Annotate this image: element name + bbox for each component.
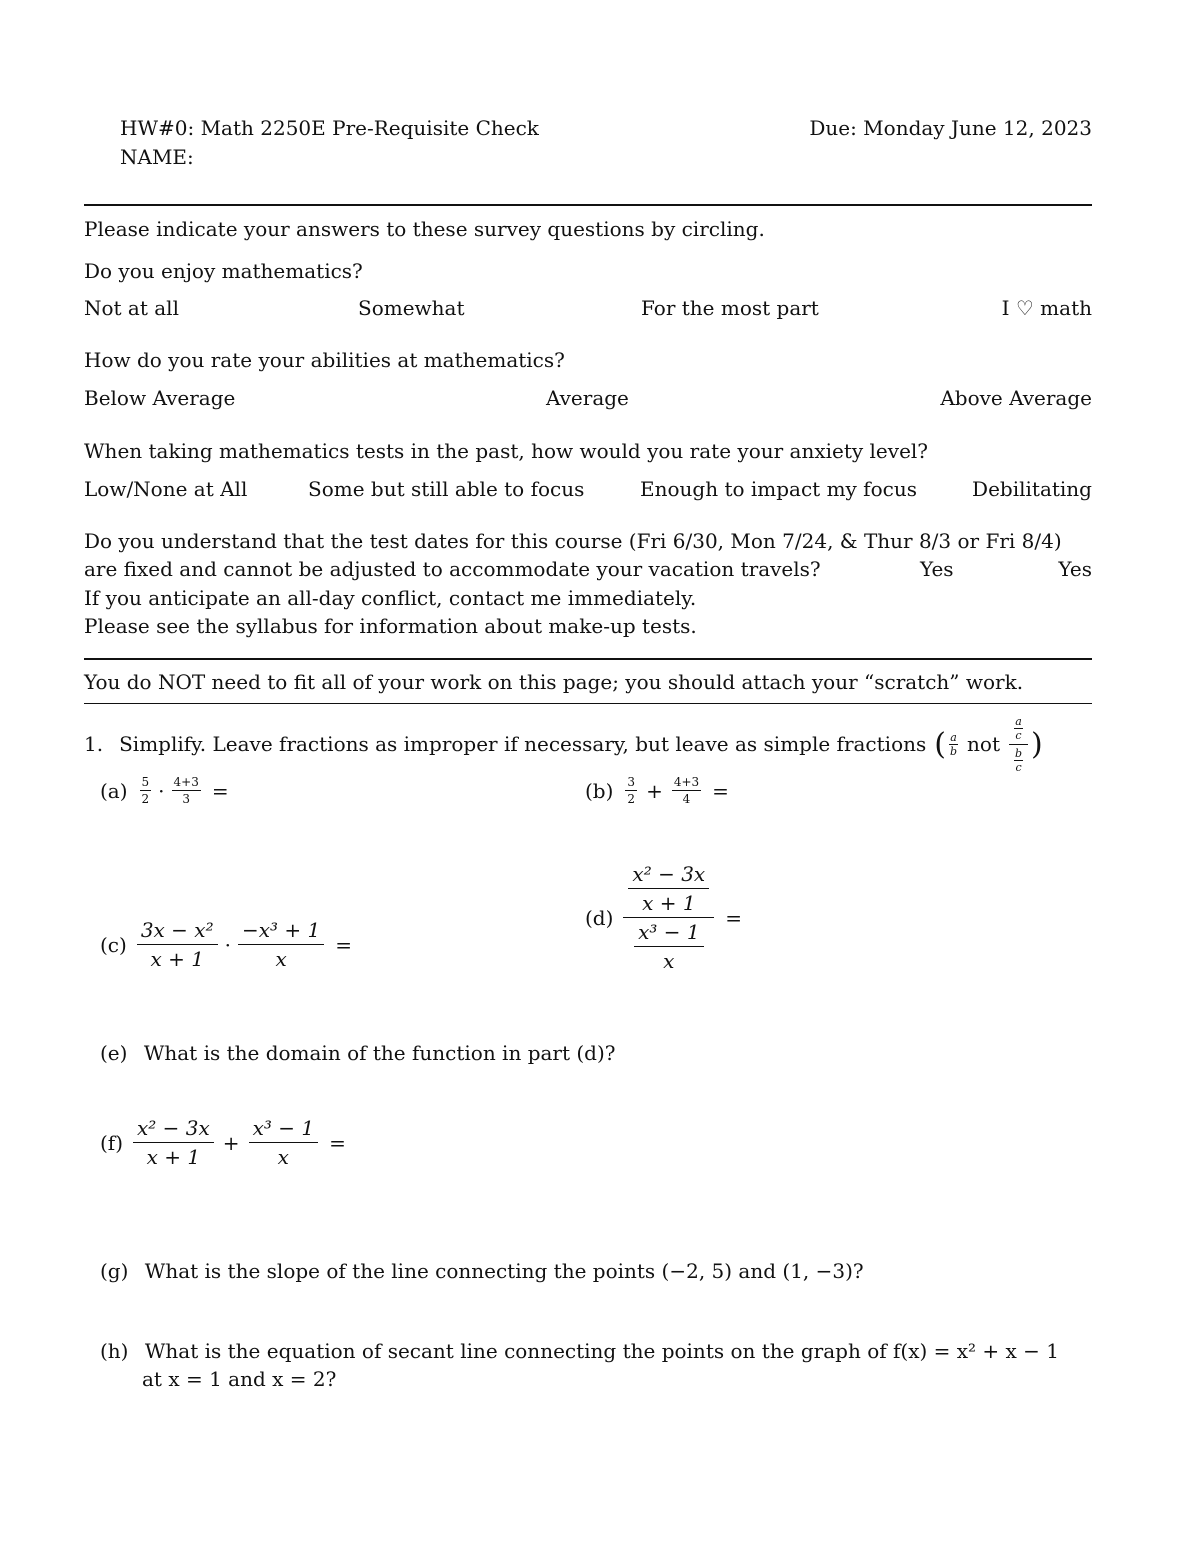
worksheet-title: HW#0: Math 2250E Pre-Requisite Check (120, 116, 539, 140)
part-f-fraction-1: $\frac{\text{x² − 3x}}{x + 1}$ (133, 1116, 214, 1169)
survey-q4-line2: are fixed and cannot be adjusted to accommodate your vacation travels? (84, 557, 821, 581)
part-d-compound-fraction (623, 860, 714, 975)
middle-divider (84, 658, 1092, 660)
part-a-fraction-1: $\frac{5}{2}$ (141, 775, 150, 806)
part-a-fraction-2: $\frac{4+3}{3}$ (173, 775, 199, 806)
survey-q1: Do you enjoy mathematics? (84, 259, 363, 283)
survey-q4-line3: If you anticipate an all-day conflict, contact me immediately. (84, 586, 697, 610)
survey-q2: How do you rate your abilities at mathematics? (84, 348, 565, 372)
part-f-equals: = (329, 1130, 346, 1155)
part-b-operator: + (646, 778, 663, 803)
due-date: Due: Monday June 12, 2023 (809, 116, 1092, 140)
survey-q4-line1: Do you understand that the test dates for this course (Fri 6/30, Mon 7/24, & Thur 8/3 or Fri 8/4) (84, 529, 1062, 553)
part-f-operator: + (222, 1130, 240, 1155)
part-h (100, 1339, 1059, 1363)
part-e (100, 1041, 616, 1065)
part-d-equals: = (725, 905, 742, 930)
q3-option-enough[interactable]: Enough to impact my focus (640, 477, 917, 501)
part-a-label: (a) (100, 778, 128, 803)
not-word: not (967, 732, 1000, 756)
open-paren: ( (934, 726, 946, 762)
q4-option-yes-1[interactable]: Yes (920, 557, 954, 581)
part-g-text: What is the slope of the line connecting the points (−2, 5) and (1, −3)? (144, 1259, 864, 1283)
scratch-work-notice: You do NOT need to fit all of your work on this page; you should attach your “scratch” work. (84, 670, 1024, 694)
part-h-line2: at x = 1 and x = 2? (142, 1367, 337, 1391)
problem-instruction: Simplify. Leave fractions as improper if necessary, but leave as simple fractions (119, 732, 927, 756)
part-c-equals: = (335, 932, 352, 957)
part-a-equals: = (211, 778, 229, 803)
part-d-top-fraction: $\frac{\text{x² − 3x}}{x + 1}$ (628, 862, 709, 915)
part-a-operator: · (158, 778, 165, 803)
q3-option-low[interactable]: Low/None at All (84, 477, 248, 501)
problem-number: 1. (84, 732, 104, 756)
part-c (100, 918, 352, 971)
part-f-fraction-2: $\frac{\text{x³ − 1}}{x}$ (249, 1116, 319, 1169)
part-b-fraction-1: $\frac{3}{2}$ (627, 775, 636, 806)
name-label: NAME: (120, 145, 194, 169)
part-b-fraction-2: $\frac{4+3}{4}$ (673, 775, 700, 806)
part-b (585, 775, 729, 806)
survey-q3: When taking mathematics tests in the past, how would you rate your anxiety level? (84, 439, 929, 463)
problem-1-instruction-row (84, 712, 1043, 776)
part-c-label: (c) (100, 932, 127, 957)
part-g (100, 1259, 864, 1283)
close-paren: ) (1031, 726, 1043, 762)
simple-fraction-example: $\frac{a}{b}$ (949, 730, 958, 758)
part-e-text: What is the domain of the function in part (d)? (143, 1041, 616, 1065)
part-d (585, 860, 742, 975)
q3-option-some[interactable]: Some but still able to focus (308, 477, 585, 501)
survey-intro: Please indicate your answers to these survey questions by circling. (84, 217, 765, 241)
q1-option-somewhat[interactable]: Somewhat (358, 296, 465, 320)
q2-option-above[interactable]: Above Average (940, 386, 1092, 410)
part-b-equals: = (712, 778, 729, 803)
compound-fraction-example: $\frac{\frac{a}{c}}{\frac{b}{c}}$ (1009, 713, 1028, 776)
survey-q4-line4: Please see the syllabus for information about make-up tests. (84, 614, 697, 638)
q3-option-debilitating[interactable]: Debilitating (972, 477, 1092, 501)
q1-option-not-at-all[interactable]: Not at all (84, 296, 179, 320)
q1-option-love-math[interactable]: I ♡ math (1001, 296, 1092, 320)
part-d-label: (d) (585, 905, 614, 930)
part-h-label: (h) (100, 1339, 129, 1363)
q4-option-yes-2[interactable]: Yes (1058, 557, 1092, 581)
q2-option-below[interactable]: Below Average (84, 386, 236, 410)
part-c-operator: · (224, 932, 231, 957)
part-e-label: (e) (100, 1041, 128, 1065)
q1-option-most-part[interactable]: For the most part (641, 296, 819, 320)
q2-option-average[interactable]: Average (546, 386, 629, 410)
part-d-bottom-fraction: $\frac{\text{x³ − 1}}{x}$ (634, 920, 704, 973)
part-a (100, 775, 229, 806)
part-f-label: (f) (100, 1130, 124, 1155)
part-c-fraction-1: $\frac{\text{3x − x²}}{x + 1}$ (137, 918, 218, 971)
part-b-label: (b) (585, 778, 614, 803)
part-f (100, 1116, 346, 1169)
top-divider (84, 204, 1092, 206)
part-c-fraction-2: $\frac{\text{−x³ + 1}}{x}$ (238, 918, 324, 971)
part-g-label: (g) (100, 1259, 129, 1283)
part-h-line1: What is the equation of secant line connecting the points on the graph of f(x) = x² + x − 1 (144, 1339, 1059, 1363)
notice-divider (84, 703, 1092, 704)
